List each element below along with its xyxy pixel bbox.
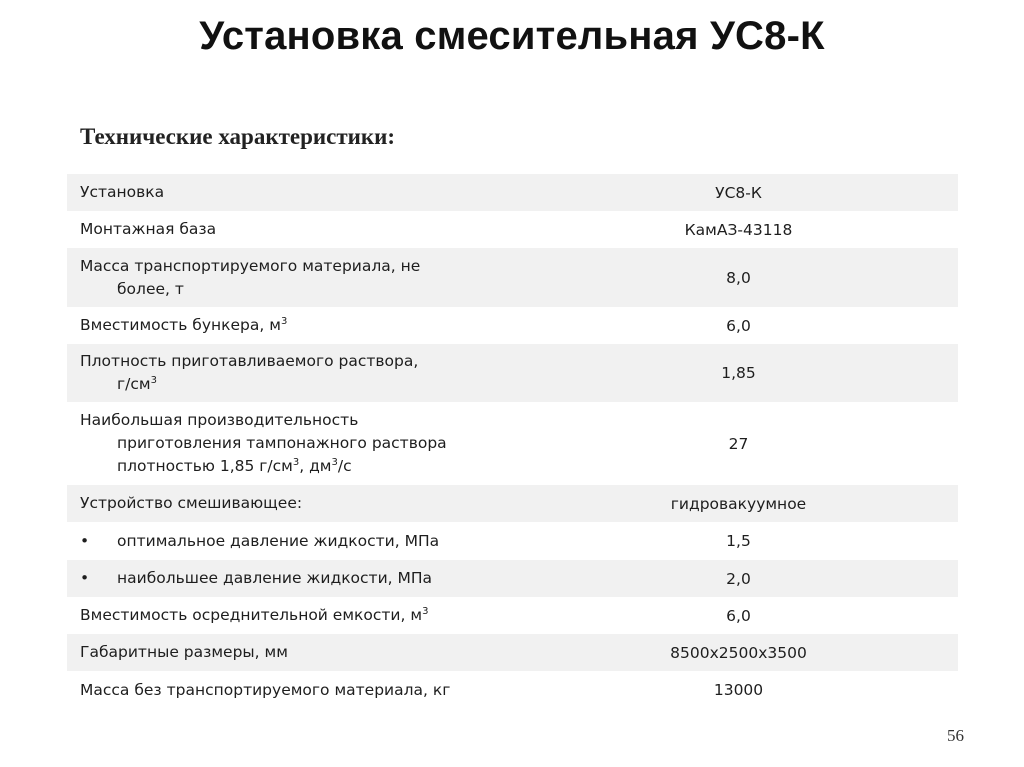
row-label-text: наибольшее давление жидкости, МПа [117, 569, 433, 587]
table-row [67, 344, 958, 402]
page-number: 56 [947, 726, 964, 745]
row-value: 1,5 [527, 522, 958, 560]
row-label-text: Вместимость осреднительной емкости, м [80, 606, 423, 624]
row-label-line: более, т [117, 279, 184, 298]
row-label [67, 248, 527, 307]
row-label [67, 344, 527, 402]
row-label-line: Наибольшая производительность [80, 411, 359, 429]
specifications-table [67, 174, 958, 709]
table-row [67, 597, 958, 634]
row-value: 2,0 [527, 560, 958, 597]
superscript: 3 [331, 457, 338, 468]
row-label [67, 597, 527, 634]
superscript: 3 [280, 316, 288, 327]
row-label-text: плотностью 1,85 г/см [117, 457, 293, 475]
row-label [67, 560, 527, 597]
row-value: 8500х2500х3500 [527, 634, 958, 671]
slide-title: Установка смесительная УС8-К [199, 14, 825, 58]
table-row [67, 248, 958, 307]
row-label [67, 307, 527, 344]
row-label-text: /с [337, 457, 352, 475]
row-label-text: , дм [299, 457, 332, 475]
bullet-icon: • [80, 531, 90, 550]
row-label: Масса без транспортируемого материала, кг [67, 671, 527, 709]
superscript: 3 [292, 457, 300, 468]
row-label-text: Вместимость бункера, м [80, 316, 281, 334]
row-label-text: г/см [117, 375, 151, 393]
table-row [67, 211, 958, 248]
table-row [67, 485, 958, 522]
row-value: гидровакуумное [527, 485, 958, 522]
row-value: 13000 [527, 671, 958, 709]
row-value: 6,0 [527, 307, 958, 344]
row-value: 6,0 [527, 597, 958, 634]
bullet-icon: • [80, 569, 90, 587]
row-label-line: Плотность приготавливаемого раствора, [80, 352, 419, 370]
superscript: 3 [422, 606, 429, 617]
row-label-line [80, 455, 527, 478]
row-label: Монтажная база [67, 211, 527, 248]
row-label-line: Масса транспортируемого материала, не [80, 256, 421, 275]
table-row [67, 402, 958, 485]
row-label: Установка [67, 174, 527, 211]
section-heading: Технические характеристики: [80, 124, 396, 149]
table-row [67, 671, 958, 709]
row-value: 8,0 [527, 248, 958, 307]
table-row [67, 522, 958, 560]
table-row [67, 560, 958, 597]
row-value: 1,85 [527, 344, 958, 402]
row-label [67, 522, 527, 560]
superscript: 3 [150, 375, 157, 386]
row-label: Устройство смешивающее: [67, 485, 527, 522]
row-label [67, 402, 527, 485]
table-row [67, 174, 958, 211]
row-label: Габаритные размеры, мм [67, 634, 527, 671]
row-label-line: приготовления тампонажного раствора [117, 434, 447, 452]
table-row [67, 634, 958, 671]
row-value: 27 [527, 402, 958, 485]
row-label-line [80, 373, 527, 396]
row-label-text: оптимальное давление жидкости, МПа [117, 531, 440, 550]
row-value: КамАЗ-43118 [527, 211, 958, 248]
row-value: УС8-К [527, 174, 958, 211]
table-row [67, 307, 958, 344]
